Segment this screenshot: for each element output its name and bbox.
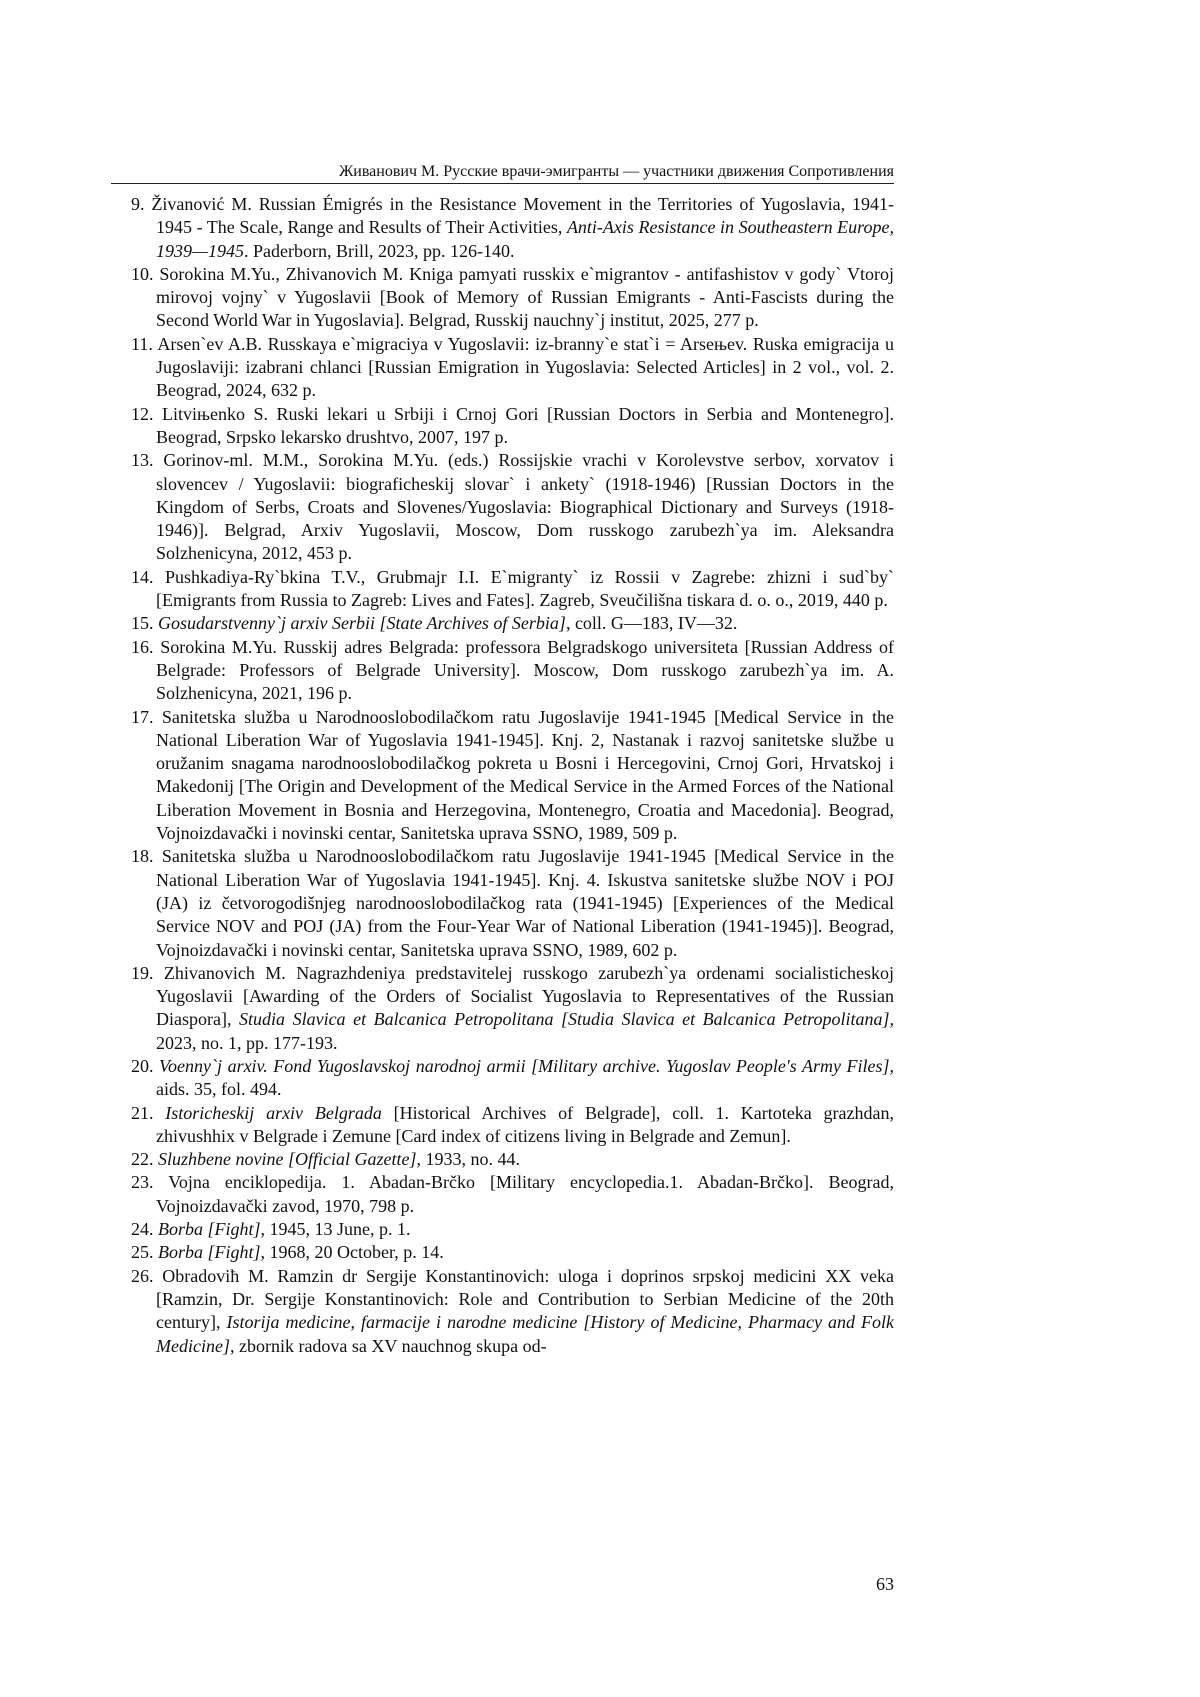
reference-item <box>131 1265 894 1358</box>
reference-list <box>131 193 894 1358</box>
reference-text: , aids. 35, fol. 494. <box>156 1056 894 1099</box>
reference-number: 26. <box>131 1266 154 1286</box>
reference-italic-title: Sluzhbene novine [Official Gazette] <box>158 1149 416 1169</box>
reference-number: 18. <box>131 846 154 866</box>
reference-italic-title: Istorija medicine, farmacije i narodne medicine [History of Medicine, Pharmacy and Folk Medicine] <box>156 1312 894 1355</box>
reference-item <box>131 636 894 706</box>
reference-text: Vojna enciklopedija. 1. Abadan-Brčko [Military encyclopedia.1. Abadan-Brčko]. Beograd, Vojnoizdavački zavod, 1970, 798 p. <box>154 1172 895 1215</box>
reference-italic-title: Studia Slavica et Balcanica Petropolitana [Studia Slavica et Balcanica Petropolitana], <box>239 1009 894 1029</box>
reference-item <box>131 962 894 1055</box>
reference-number: 14. <box>131 567 154 587</box>
reference-text: Gorinov-ml. M.M., Sorokina M.Yu. (eds.) Rossijskie vrachi v Korolevstve serbov, xorvatov i slovencev / Yugoslavii: biograficheskij slovar` i ankety` (1918-1946) [Russian Doctors in the Kingdom of Serbs, Croats and Slovenes/Yugoslavia: Biographical Dictionary and Surveys (1918-1946)]. Belgrad, Arxiv Yugoslavii, Moscow, Dom russkogo zarubezh`ya im. Aleksandra Solzhenicyna, 2012, 453 p. <box>154 450 895 563</box>
reference-number: 21. <box>131 1103 154 1123</box>
reference-text: , coll. G—183, IV—32. <box>566 613 737 633</box>
reference-text: [Historical Archives of Belgrade], coll. 1. Kartoteka grazhdan, zhivushhix v Belgrade i Zemune [Card index of citizens living in Belgrade and Zemun]. <box>156 1103 894 1146</box>
reference-number: 9. <box>131 194 145 214</box>
reference-text <box>154 1103 166 1123</box>
reference-italic-title: Voenny`j arxiv. Fond Yugoslavskoj narodnoj armii [Military archive. Yugoslav People's Army Files] <box>159 1056 889 1076</box>
reference-text: Zhivanovich M. Nagrazhdeniya predstavitelej russkogo zarubezh`ya ordenami socialisticheskoj Yugoslavii [Awarding of the Orders of Socialist Yugoslavia to Representatives of the Russian Diaspora], <box>154 963 895 1030</box>
reference-text: Pushkadiya-Ry`bkina T.V., Grubmajr I.I. E`migranty` iz Rossii v Zagrebe: zhizni i sud`by` [Emigrants from Russia to Zagreb: Lives and Fates]. Zagreb, Sveučilišna tiskara d. o. o., 2019, 440 p. <box>154 567 895 610</box>
reference-text: . Paderborn, Brill, 2023, pp. 126-140. <box>244 241 514 261</box>
reference-item <box>131 1055 894 1102</box>
reference-item <box>131 1218 894 1241</box>
reference-number: 23. <box>131 1172 154 1192</box>
reference-number: 25. <box>131 1242 154 1262</box>
reference-italic-title: Borba [Fight] <box>158 1219 261 1239</box>
reference-number: 17. <box>131 707 154 727</box>
reference-item <box>131 1102 894 1149</box>
reference-number: 11. <box>131 334 153 354</box>
reference-text: Litviњenko S. Ruski lekari u Srbiji i Crnoj Gori [Russian Doctors in Serbia and Montenegro]. Beograd, Srpsko lekarsko drushtvo, 2007, 197 p. <box>154 404 895 447</box>
reference-item <box>131 612 894 635</box>
reference-text: Obradoviћ M. Ramzin dr Sergije Konstantinovich: uloga i doprinos srpskoj medicini XX veka [Ramzin, Dr. Sergije Konstantinovich: Role and Contribution to Serbian Medicine of the 20th century], <box>154 1266 895 1333</box>
reference-item <box>131 403 894 450</box>
reference-text: Sanitetska služba u Narodnooslobodilačkom ratu Jugoslavije 1941-1945 [Medical Service in the National Liberation War of Yugoslavia 1941-1945]. Knj. 2, Nastanak i razvoj sanitetske službe u oružanim snagama narodnooslobodilačkog pokreta u Bosni i Hercegovini, Crnoj Gori, Hrvatskoj i Makedonij [The Origin and Development of the Medical Service in the Armed Forces of the National Liberation Movement in Bosnia and Herzegovina, Montenegro, Croatia and Macedonia]. Beograd, Vojnoizdavački i novinski centar, Sanitetska uprava SSNO, 1989, 509 p. <box>154 707 895 843</box>
reference-item <box>131 845 894 961</box>
page-number: 63 <box>700 1573 894 1595</box>
reference-italic-title: Borba [Fight] <box>158 1242 261 1262</box>
reference-item <box>131 449 894 565</box>
reference-item <box>131 333 894 403</box>
reference-number: 16. <box>131 637 154 657</box>
reference-number: 19. <box>131 963 154 983</box>
reference-item <box>131 706 894 846</box>
reference-text: Sorokina M.Yu., Zhivanovich M. Kniga pamyati russkix e`migrantov - antifashistov v gody` Vtoroj mirovoj vojny` v Yugoslavii [Book of Memory of Russian Emigrants - Anti-Fascists during the Second World War in Yugoslavia]. Belgrad, Russkij nauchny`j institut, 2025, 277 p. <box>154 264 895 331</box>
running-header: Живанович М. Русские врачи-эмигранты — участники движения Сопротивления <box>111 162 894 184</box>
reference-number: 12. <box>131 404 154 424</box>
reference-text: Živanović M. Russian Émigrés in the Resistance Movement in the Territories of Yugoslavia, 1941-1945 - The Scale, Range and Results of Their Activities, <box>145 194 895 237</box>
reference-item <box>131 193 894 263</box>
reference-number: 13. <box>131 450 154 470</box>
reference-text: , 1968, 20 October, p. 14. <box>261 1242 444 1262</box>
reference-italic-title: Gosudarstvenny`j arxiv Serbii [State Archives of Serbia] <box>158 613 566 633</box>
reference-italic-title: Anti-Axis Resistance in Southeastern Europe, 1939—1945 <box>156 217 894 260</box>
reference-text: Sanitetska služba u Narodnooslobodilačkom ratu Jugoslavije 1941-1945 [Medical Service in the National Liberation War of Yugoslavia 1941-1945]. Knj. 4. Iskustva sanitetske službe NOV i POJ (JA) iz četvorogodišnjeg narodnooslobodilačkog rata (1941-1945) [Experiences of the Medical Service NOV and POJ (JA) from the Four-Year War of National Liberation (1941-1945)]. Beograd, Vojnoizdavački i novinski centar, Sanitetska uprava SSNO, 1989, 602 p. <box>154 846 895 959</box>
reference-number: 20. <box>131 1056 154 1076</box>
reference-item <box>131 1241 894 1264</box>
reference-text: , 1933, no. 44. <box>416 1149 520 1169</box>
reference-italic-title: Istoricheskij arxiv Belgrada <box>165 1103 382 1123</box>
reference-text: , zbornik radova sa XV nauchnog skupa od- <box>230 1336 547 1356</box>
reference-item <box>131 1171 894 1218</box>
reference-text: 2023, no. 1, pp. 177-193. <box>156 1033 338 1053</box>
reference-text: , 1945, 13 June, p. 1. <box>261 1219 411 1239</box>
reference-text: Arsen`ev A.B. Russkaya e`migraciya v Yugoslavii: iz-branny`e stat`i = Arseњev. Ruska emigracija u Jugoslaviji: izabrani chlanci [Russian Emigration in Yugoslavia: Selected Articles] in 2 vol., vol. 2. Beograd, 2024, 632 p. <box>153 334 894 401</box>
reference-text: Sorokina M.Yu. Russkij adres Belgrada: professora Belgradskogo universiteta [Russian Address of Belgrade: Professors of Belgrade University]. Moscow, Dom russkogo zarubezh`ya im. A. Solzhenicyna, 2021, 196 p. <box>154 637 895 704</box>
reference-number: 22. <box>131 1149 154 1169</box>
reference-number: 10. <box>131 264 154 284</box>
reference-item <box>131 566 894 613</box>
reference-item <box>131 263 894 333</box>
reference-number: 15. <box>131 613 154 633</box>
reference-item <box>131 1148 894 1171</box>
reference-number: 24. <box>131 1219 154 1239</box>
